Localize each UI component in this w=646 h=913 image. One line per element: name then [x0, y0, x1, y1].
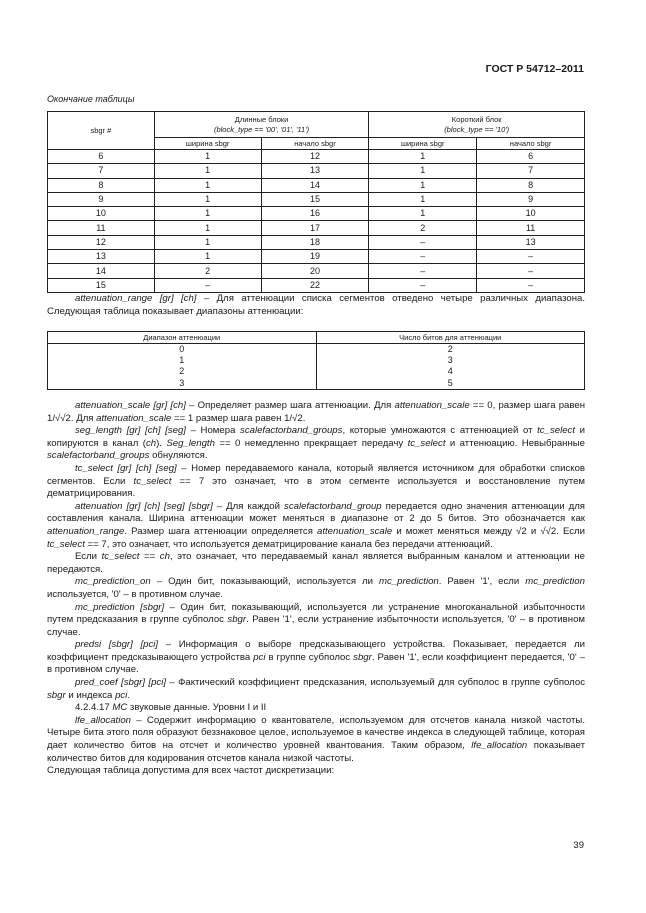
cell: 1: [154, 178, 261, 192]
cell: 13: [48, 250, 155, 264]
standard-header: ГОСТ Р 54712–2011: [485, 63, 584, 75]
cell: 12: [48, 235, 155, 249]
table-caption: Окончание таблицы: [47, 94, 135, 104]
cell: 4: [316, 366, 585, 377]
body-text: [47, 400, 585, 778]
cell: 1: [369, 150, 477, 164]
cell: –: [477, 250, 585, 264]
paragraph: predsi [sbgr] [pci] – Информация о выборе предсказывающего устройства. Показывает, передается ли коэффициент предсказывающего устройства pci в группе субполос sbgr. Равен '1', если коэффициент передается, '0' – в противном случае.: [47, 639, 585, 676]
paragraph: mc_prediction_on – Один бит, показывающий, используется ли mc_prediction. Равен '1', если mc_prediction используется, '0' – в противном случае.: [47, 576, 585, 600]
cell: 1: [369, 192, 477, 206]
table-row: [48, 192, 585, 206]
cell: –: [369, 278, 477, 292]
cell: 1: [154, 250, 261, 264]
cell: 18: [261, 235, 369, 249]
cell: –: [369, 250, 477, 264]
table-row: [48, 264, 585, 278]
short-block-header: Короткий блок (block_type == '10'): [369, 112, 585, 138]
long-width-header: ширина sbgr: [154, 138, 261, 150]
cell: 1: [154, 207, 261, 221]
cell: 1: [48, 355, 317, 366]
cell: 13: [261, 164, 369, 178]
cell: –: [369, 235, 477, 249]
cell: 14: [48, 264, 155, 278]
short-width-header: ширина sbgr: [369, 138, 477, 150]
cell: –: [477, 264, 585, 278]
cell: 1: [369, 207, 477, 221]
paragraph: mc_prediction [sbgr] – Один бит, показывающий, используется ли устранение многоканальной избыточности путем предсказания в группе субполос sbgr. Равен '1', если устранение избыточности используется, '0' – в противном случае.: [47, 601, 585, 638]
table-row: [48, 207, 585, 221]
cell: 1: [154, 164, 261, 178]
cell: 9: [477, 192, 585, 206]
cell: –: [477, 278, 585, 292]
cell: 12: [261, 150, 369, 164]
cell: 11: [477, 221, 585, 235]
page-number: 39: [573, 840, 584, 851]
cell: 7: [48, 164, 155, 178]
cell: 15: [261, 192, 369, 206]
cell: 14: [261, 178, 369, 192]
cell: 2: [369, 221, 477, 235]
table-row: [48, 366, 585, 377]
cell: 10: [477, 207, 585, 221]
cell: 1: [154, 235, 261, 249]
cell: 8: [477, 178, 585, 192]
table-row: [48, 278, 585, 292]
cell: 3: [316, 355, 585, 366]
table-row: [48, 344, 585, 356]
short-start-header: начало sbgr: [477, 138, 585, 150]
cell: 1: [369, 164, 477, 178]
col-sbgr-header: sbgr #: [48, 112, 155, 150]
cell: –: [154, 278, 261, 292]
long-blocks-header: Длинные блоки (block_type == '00', '01', '11'): [154, 112, 369, 138]
table-row: [48, 164, 585, 178]
cell: 2: [154, 264, 261, 278]
cell: 0: [48, 344, 317, 356]
paragraph: pred_coef [sbgr] [pci] – Фактический коэффициент предсказания, используемый для субполос в группе субполос sbgr и индекса pci.: [47, 677, 585, 701]
table-row: [48, 355, 585, 366]
table-row: [48, 221, 585, 235]
paragraph: lfe_allocation – Содержит информацию о квантователе, используемом для отсчетов канала низкой частоты. Четыре бита этого поля образуют беззнаковое целое, используемое в качестве индекса в следующей таблице, которая дает количество битов на отсчет и количество уровней квантования. Таким образом, lfe_allocation показывает количество битов для кодирования отсчетов канала низкой частоты.: [47, 714, 585, 764]
table-row: [48, 378, 585, 390]
paragraph: attenuation [gr] [ch] [seg] [sbgr] – Для каждой scalefactorband_group передается одно значения аттенюации для составления канала. Ширина аттенюации может меняться в диапазоне от 2 до 5 битов. Это обозначается как attenuation_range. Размер шага аттенюации определяется attenuation_scale и может меняться между √2 и √√2. Если tc_select == 7, это означает, что используется дематрицирование канала без передачи аттенюаций.: [47, 500, 585, 550]
paragraph: seg_length [gr] [ch] [seg] – Номера scalefactorband_groups, которые умножаются с аттенюацией от tc_select и копируются в канал (ch). Seg_length == 0 немедленно прекращает передачу tc_select и аттенюацию. Невыбранные scalefactorband_groups обнуляются.: [47, 425, 586, 462]
table-row: [48, 150, 585, 164]
cell: 8: [48, 178, 155, 192]
cell: 7: [477, 164, 585, 178]
section-heading: 4.2.4.17 MC звуковые данные. Уровни I и II: [75, 702, 267, 714]
cell: 15: [48, 278, 155, 292]
cell: –: [369, 264, 477, 278]
cell: 9: [48, 192, 155, 206]
cell: 1: [154, 221, 261, 235]
cell: 1: [154, 192, 261, 206]
cell: 2: [48, 366, 317, 377]
attenuation-range-table: [47, 331, 585, 390]
table-row: [48, 250, 585, 264]
attenuation-range-paragraph: attenuation_range [gr] [ch] – Для аттенюации списка сегментов отведено четыре различных диапазона. Следующая таблица показывает диапазоны аттенюации:: [47, 293, 585, 317]
paragraph: Если tc_select == ch, это означает, что передаваемый канал является выбранным каналом и аттенюации не передаются.: [47, 551, 585, 575]
table-row: [48, 178, 585, 192]
cell: 6: [48, 150, 155, 164]
cell: 2: [316, 344, 585, 356]
cell: 10: [48, 207, 155, 221]
range-header: Диапазон аттенюации: [48, 332, 317, 344]
cell: 11: [48, 221, 155, 235]
cell: 13: [477, 235, 585, 249]
paragraph: attenuation_scale [gr] [ch] – Определяет размер шага аттенюации. Для attenuation_scale == 0, размер шага равен 1/√√2. Для attenuation_scale == 1 размер шага равен 1/√2.: [47, 400, 585, 424]
table-row: [48, 235, 585, 249]
paragraph: tc_select [gr] [ch] [seg] – Номер передаваемого канала, который является источником для обработки списков сегментов. Если tc_select == 7 это означает, что в этом сегменте используется и восстановление путем дематрицирования.: [47, 462, 585, 500]
cell: 16: [261, 207, 369, 221]
bits-header: Число битов для аттенюации: [316, 332, 585, 344]
long-start-header: начало sbgr: [261, 138, 369, 150]
cell: 19: [261, 250, 369, 264]
cell: 22: [261, 278, 369, 292]
cell: 6: [477, 150, 585, 164]
cell: 20: [261, 264, 369, 278]
cell: 3: [48, 378, 317, 390]
cell: 1: [369, 178, 477, 192]
cell: 5: [316, 378, 585, 390]
paragraph: Следующая таблица допустима для всех частот дискретизации:: [47, 765, 335, 777]
cell: 1: [154, 150, 261, 164]
cell: 17: [261, 221, 369, 235]
sbgr-table: [47, 111, 585, 293]
